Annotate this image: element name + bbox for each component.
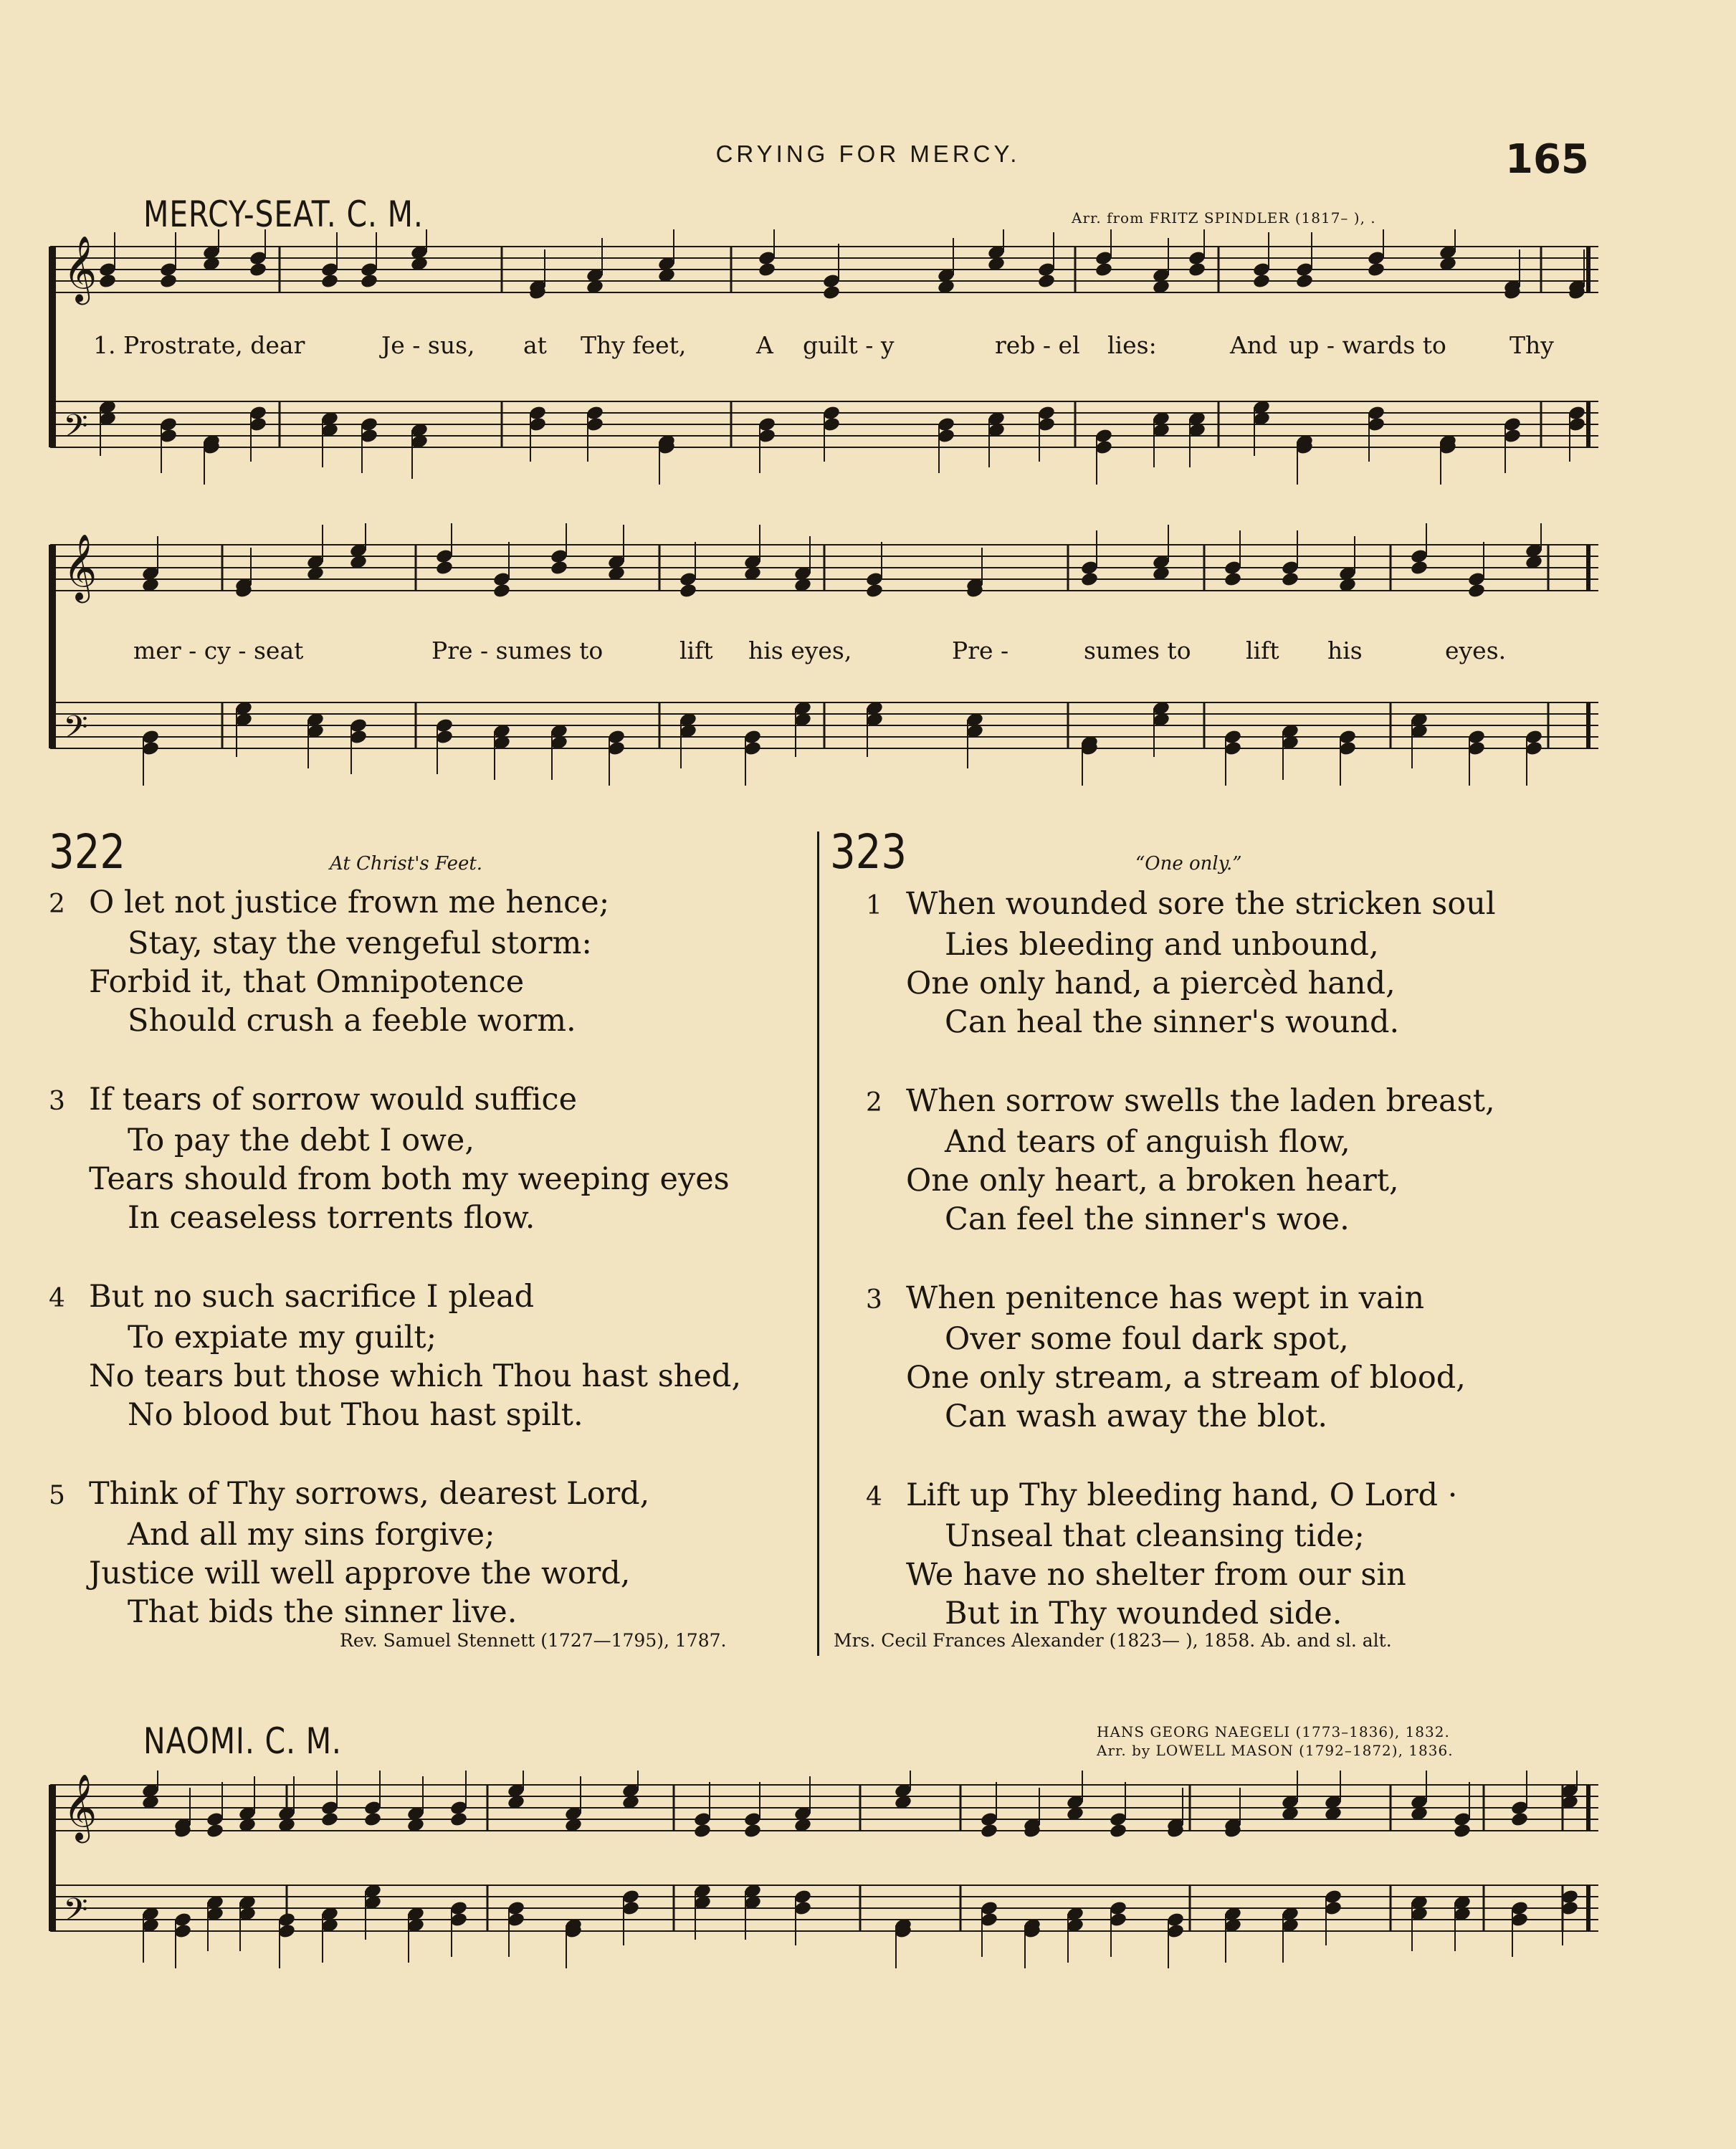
bass-clef-icon: 𝄢 — [63, 407, 88, 452]
stanza-line — [866, 1082, 1496, 1123]
stanza-line-text: That bids the sinner live. — [128, 1594, 518, 1630]
hymn-322-stanzas — [49, 883, 741, 1672]
page-number: 165 — [1505, 136, 1589, 183]
stanza-number: 5 — [49, 1481, 65, 1510]
lyric-syllable: lift — [1246, 637, 1279, 664]
hymn-number-322: 322 — [49, 824, 126, 880]
stanza-line — [866, 1200, 1496, 1239]
stanza-line — [49, 1474, 741, 1515]
stanza-line-text: Lies bleeding and unbound, — [945, 927, 1379, 963]
stanza — [49, 883, 741, 1040]
stanza-line-text: Justice will well approve the word, — [89, 1555, 631, 1591]
stanza-line-text: Should crush a feeble worm. — [128, 1003, 576, 1039]
stanza-line-text: Can feel the sinner's woe. — [945, 1201, 1350, 1237]
stanza-line — [49, 1357, 741, 1396]
stanza-line — [49, 1199, 741, 1237]
stanza-line-text: O let not justice frown me hence; — [89, 885, 610, 920]
stanza-line-text: One only heart, a broken heart, — [906, 1163, 1399, 1199]
treble-clef-icon: 𝄞 — [63, 1773, 97, 1840]
stanza-line — [866, 1594, 1496, 1633]
note-head — [1467, 583, 1486, 599]
stanza — [866, 1476, 1496, 1633]
lyric-syllable: Thy feet, — [581, 331, 687, 359]
stanza-line-text: When sorrow swells the laden breast, — [906, 1083, 1495, 1119]
stanza-line — [49, 1554, 741, 1593]
note-head — [693, 1823, 712, 1839]
note-head — [980, 1823, 998, 1839]
note-head — [1037, 273, 1056, 290]
hymn-title-322: At Christ's Feet. — [330, 853, 483, 875]
note-head — [1510, 1811, 1529, 1828]
note-head — [822, 285, 841, 301]
stanza-line — [866, 1555, 1496, 1594]
lyric-syllable: up - wards to — [1289, 331, 1446, 359]
note-head — [363, 1811, 382, 1828]
treble-staff — [50, 229, 1598, 305]
stanza-line-text: Stay, stay the vengeful storm: — [128, 925, 592, 961]
note-head — [249, 262, 267, 278]
stanza-line-text: Think of Thy sorrows, dearest Lord, — [89, 1476, 650, 1512]
lyric-syllable: lies: — [1107, 331, 1157, 359]
lyric-syllable: sumes to — [1084, 637, 1191, 664]
stanza-line — [49, 1593, 741, 1631]
treble-clef-icon: 𝄞 — [63, 533, 97, 600]
bass-staff — [50, 1883, 1598, 1968]
stanza-line — [49, 1277, 741, 1318]
stanza-line — [866, 1003, 1496, 1042]
stanza-number: 4 — [866, 1482, 882, 1512]
stanza-line-text: Unseal that cleansing tide; — [945, 1518, 1365, 1554]
note-head — [360, 273, 378, 290]
lyric-syllable: at — [523, 331, 547, 359]
note-head — [743, 1823, 762, 1839]
note-head — [1224, 571, 1242, 588]
stanza-line-text: No blood but Thou hast spilt. — [128, 1397, 583, 1433]
stanza-line — [866, 1476, 1496, 1517]
stanza-line-text: And all my sins forgive; — [128, 1517, 495, 1553]
system-brace — [49, 1785, 56, 1931]
stanza-line-text: But in Thy wounded side. — [945, 1596, 1342, 1631]
stanza-number: 2 — [49, 890, 65, 919]
note-head — [1367, 262, 1386, 278]
bass-clef-icon: 𝄢 — [63, 708, 88, 753]
hymn-title-323: “One only.” — [1135, 853, 1242, 875]
stanza-line — [866, 925, 1496, 964]
stanza — [866, 1082, 1496, 1239]
lyric-syllable: guilt - y — [803, 331, 895, 359]
note-head — [1410, 560, 1429, 576]
treble-clef-icon: 𝄞 — [63, 235, 97, 302]
bass-clef-icon: 𝄢 — [63, 1891, 88, 1936]
stanza-line — [866, 1279, 1496, 1320]
stanza — [866, 1279, 1496, 1436]
stanza-line-text: One only stream, a stream of blood, — [906, 1360, 1466, 1396]
lyric-syllable: Pre - — [952, 637, 1009, 664]
stanza-line — [866, 964, 1496, 1003]
lyric-syllable: Je - sus, — [381, 331, 475, 359]
hymn-number-323: 323 — [830, 824, 907, 880]
lyric-syllable: 1. Prostrate, dear — [93, 331, 305, 359]
stanza-line — [866, 1517, 1496, 1555]
lyric-syllable: mer - cy - seat — [133, 637, 304, 664]
stanza-line — [866, 1358, 1496, 1397]
stanza-line-text: Lift up Thy bleeding hand, O Lord · — [906, 1477, 1458, 1513]
note-head — [550, 560, 568, 576]
stanza-line — [866, 1320, 1496, 1358]
attribution-322: Rev. Samuel Stennett (1727—1795), 1787. — [340, 1630, 727, 1651]
lyrics-line-2 — [0, 637, 1736, 672]
stanza — [49, 1277, 741, 1434]
stanza — [866, 885, 1496, 1042]
note-head — [865, 583, 884, 599]
stanza-line — [49, 883, 741, 924]
stanza-line-text: But no such sacrifice I plead — [89, 1279, 535, 1315]
lyrics-line-1 — [0, 331, 1736, 367]
lyric-syllable: eyes. — [1445, 637, 1507, 664]
stanza-line-text: If tears of sorrow would suffice — [89, 1082, 578, 1118]
bass-staff — [50, 700, 1598, 786]
stanza-line — [866, 1397, 1496, 1436]
stanza-line — [49, 963, 741, 1001]
lyric-syllable: his — [1327, 637, 1363, 664]
stanza-line-text: Tears should from both my weeping eyes — [89, 1161, 730, 1197]
stanza-line-text: In ceaseless torrents flow. — [128, 1200, 535, 1236]
lyric-syllable: his eyes, — [748, 637, 852, 664]
stanza-line-text: And tears of anguish flow, — [945, 1124, 1350, 1160]
note-head — [758, 262, 776, 278]
stanza-line — [866, 885, 1496, 925]
lyric-syllable: Pre - sumes to — [431, 637, 604, 664]
note-head — [492, 583, 511, 599]
note-head — [1281, 571, 1299, 588]
stanza-line-text: No tears but those which Thou hast shed, — [89, 1358, 742, 1394]
note-head — [1453, 1823, 1472, 1839]
stanza-line — [49, 1318, 741, 1357]
tune-credit-mercy-seat: Arr. from FRITZ SPINDLER (1817– ), . — [1072, 209, 1376, 227]
lyric-syllable: A — [756, 331, 773, 359]
tune-credit-naomi-line1: HANS GEORG NAEGELI (1773–1836), 1832. — [1097, 1723, 1450, 1740]
treble-staff — [50, 1771, 1598, 1843]
stanza-line — [49, 1121, 741, 1160]
lyric-syllable: lift — [679, 637, 713, 664]
tune-credit-naomi-line2: Arr. by LOWELL MASON (1792–1872), 1836. — [1097, 1742, 1454, 1759]
stanza-number: 2 — [866, 1088, 882, 1118]
note-head — [1109, 1823, 1127, 1839]
note-head — [159, 273, 178, 290]
stanza-line — [866, 1161, 1496, 1200]
lyric-syllable: Thy — [1510, 331, 1554, 359]
stanza-number: 3 — [49, 1087, 65, 1116]
hymn-323-stanzas — [866, 885, 1496, 1673]
treble-staff — [50, 523, 1598, 603]
stanza-number: 3 — [866, 1285, 882, 1315]
note-head — [320, 1811, 339, 1828]
stanza-line-text: Over some foul dark spot, — [945, 1321, 1349, 1357]
note-head — [1094, 262, 1113, 278]
stanza-line-text: When penitence has wept in vain — [906, 1280, 1425, 1316]
stanza-line-text: Can heal the sinner's wound. — [945, 1004, 1400, 1040]
stanza-number: 1 — [866, 891, 882, 920]
stanza-line — [866, 1123, 1496, 1161]
note-head — [320, 273, 339, 290]
lyric-syllable: reb - el — [995, 331, 1080, 359]
stanza-line — [49, 924, 741, 963]
stanza-number: 4 — [49, 1284, 65, 1313]
stanza-line-text: To expiate my guilt; — [128, 1320, 437, 1355]
note-head — [206, 1823, 224, 1839]
note-head — [1252, 273, 1271, 290]
tune-name-naomi: NAOMI. C. M. — [143, 1720, 342, 1762]
stanza-line — [49, 1080, 741, 1121]
stanza-line-text: To pay the debt I owe, — [128, 1123, 475, 1158]
stanza-line-text: We have no shelter from our sin — [906, 1557, 1406, 1593]
tune-name-mercy-seat: MERCY-SEAT. C. M. — [143, 194, 424, 235]
note-head — [679, 583, 697, 599]
note-head — [449, 1811, 468, 1828]
stanza-line — [49, 1396, 741, 1434]
running-head: CRYING FOR MERCY. — [715, 140, 1021, 167]
stanza-line-text: One only hand, a piercèd hand, — [906, 966, 1396, 1001]
note-head — [435, 560, 454, 576]
bass-staff — [50, 399, 1598, 485]
attribution-323: Mrs. Cecil Frances Alexander (1823— ), 1858. Ab. and sl. alt. — [834, 1630, 1392, 1651]
stanza-line-text: When wounded sore the stricken soul — [906, 886, 1496, 922]
note-head — [98, 273, 117, 290]
note-head — [1188, 262, 1206, 278]
music-score-naomi — [43, 1771, 1606, 1978]
stanza — [49, 1080, 741, 1237]
lyric-syllable: And — [1230, 331, 1278, 359]
stanza-line-text: Can wash away the blot. — [945, 1398, 1328, 1434]
stanza-line — [49, 1160, 741, 1199]
stanza — [49, 1474, 741, 1631]
note-head — [1295, 273, 1314, 290]
stanza-line — [49, 1001, 741, 1040]
stanza-line — [49, 1515, 741, 1554]
column-divider — [817, 832, 819, 1656]
stanza-line-text: Forbid it, that Omnipotence — [89, 964, 525, 1000]
note-head — [1080, 571, 1099, 588]
